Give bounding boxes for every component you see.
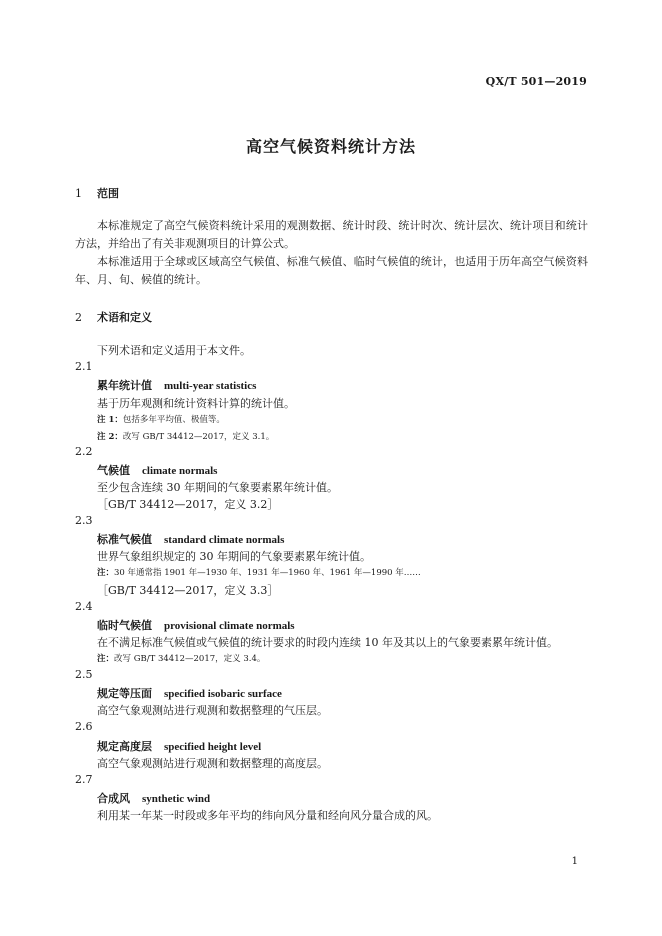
note-text: 30 年通常指 1901 年—1930 年、1931 年—1960 年、1961 年—1990 年…… <box>114 568 421 578</box>
term-source: ［GB/T 34412—2017，定义 3.3］ <box>97 584 279 597</box>
scope-paragraph-2: 本标准适用于全球或区域高空气候值、标准气候值、临时气候值的统计，也适用于历年高空气候资料年、月、旬、候值的统计。 <box>75 255 588 286</box>
term-heading <box>97 738 261 754</box>
term-note <box>97 413 225 425</box>
term-note <box>97 566 421 578</box>
term-heading <box>97 617 295 633</box>
page-number: 1 <box>571 856 578 867</box>
term-definition: 世界气象组织规定的 30 年期间的气象要素累年统计值。 <box>97 550 371 563</box>
term-definition: 高空气象观测站进行观测和数据整理的气压层。 <box>97 704 328 717</box>
term-zh: 规定等压面 <box>97 687 152 700</box>
section-title: 术语和定义 <box>97 311 152 324</box>
section-number: 2 <box>75 311 82 324</box>
term-en: specified height level <box>164 741 262 753</box>
standard-code: QX/T 501—2019 <box>485 75 587 88</box>
scope-paragraph-1: 本标准规定了高空气候资料统计采用的观测数据、统计时段、统计时次、统计层次、统计项目和统计方法，并给出了有关非观测项目的计算公式。 <box>75 219 588 250</box>
terms-intro: 下列术语和定义适用于本文件。 <box>97 344 251 357</box>
note-label: 注： <box>97 568 115 578</box>
note-text: 改写 GB/T 34412—2017，定义 3.4。 <box>114 654 266 664</box>
term-definition: 至少包含连续 30 年期间的气象要素累年统计值。 <box>97 481 338 494</box>
page-title: 高空气候资料统计方法 <box>245 137 416 156</box>
term-heading <box>97 377 256 393</box>
term-zh: 标准气候值 <box>97 533 152 546</box>
term-number: 2.7 <box>75 773 93 786</box>
term-zh: 累年统计值 <box>97 379 152 392</box>
note-label: 注 2： <box>97 432 123 442</box>
term-en: provisional climate normals <box>164 620 295 632</box>
term-zh: 临时气候值 <box>97 619 152 632</box>
note-text: 包括多年平均值、极值等。 <box>122 415 225 425</box>
term-note <box>97 430 274 442</box>
term-heading <box>97 462 217 478</box>
term-number: 2.4 <box>75 600 93 613</box>
term-number: 2.6 <box>75 720 93 733</box>
section-2-heading <box>75 309 152 325</box>
term-number: 2.3 <box>75 514 93 527</box>
note-text: 改写 GB/T 34412—2017，定义 3.1。 <box>122 432 275 442</box>
term-note <box>97 652 265 664</box>
term-heading <box>97 790 210 806</box>
section-1-heading <box>75 185 119 201</box>
section-number: 1 <box>75 187 82 200</box>
term-en: specified isobaric surface <box>164 688 282 700</box>
term-en: climate normals <box>142 465 218 477</box>
term-source: ［GB/T 34412—2017，定义 3.2］ <box>97 498 279 511</box>
term-number: 2.1 <box>75 360 93 373</box>
term-number: 2.2 <box>75 445 93 458</box>
term-heading <box>97 531 284 547</box>
term-zh: 规定高度层 <box>97 740 152 753</box>
term-en: multi-year statistics <box>164 380 257 392</box>
term-heading <box>97 685 282 701</box>
note-label: 注 1： <box>97 415 123 425</box>
term-definition: 基于历年观测和统计资料计算的统计值。 <box>97 397 295 410</box>
term-definition: 在不满足标准气候值或气候值的统计要求的时段内连续 10 年及其以上的气象要素累年统计值。 <box>97 636 558 649</box>
section-title: 范围 <box>97 187 119 200</box>
term-definition: 高空气象观测站进行观测和数据整理的高度层。 <box>97 757 328 770</box>
term-en: synthetic wind <box>142 793 211 805</box>
term-zh: 气候值 <box>97 464 130 477</box>
term-number: 2.5 <box>75 668 93 681</box>
note-label: 注： <box>97 654 115 664</box>
term-en: standard climate normals <box>164 534 285 546</box>
term-definition: 利用某一年某一时段或多年平均的纬向风分量和经向风分量合成的风。 <box>97 809 438 822</box>
term-zh: 合成风 <box>97 792 130 805</box>
